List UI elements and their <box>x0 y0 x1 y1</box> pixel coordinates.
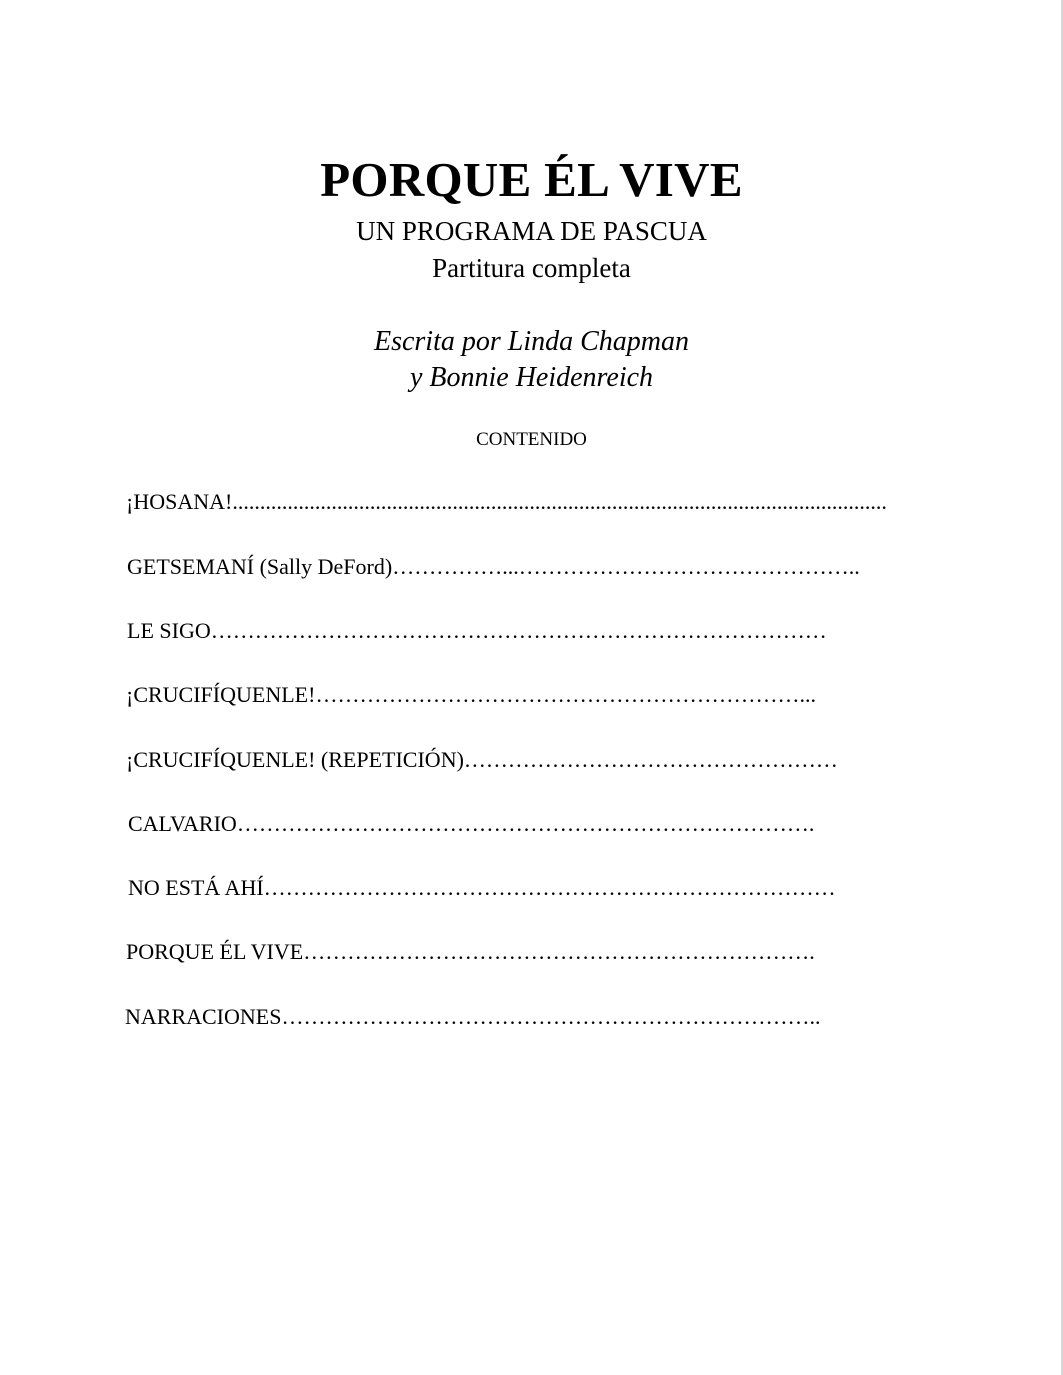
toc-item-leader: ……………………………………………………………….. <box>281 1004 821 1029</box>
toc-item-leader: …………………………………………… <box>463 747 838 772</box>
toc-item-label: LE SIGO <box>127 618 211 643</box>
toc-item-leader: ……………...……………………………………….. <box>392 554 860 579</box>
toc-item-label: NO ESTÁ AHÍ <box>128 875 264 900</box>
toc-item-porque-el-vive <box>126 937 937 967</box>
toc-item-label: ¡CRUCIFÍQUENLE! (REPETICIÓN) <box>126 747 464 772</box>
toc-item-crucifiquenle <box>126 680 937 710</box>
toc-item-leader: ……………………………………………………………………. <box>236 811 815 836</box>
toc-item-leader: ....................................................................................................................... <box>232 489 887 514</box>
toc-item-calvario <box>128 809 937 839</box>
toc-item-leader: …………………………………………………………………… <box>263 875 836 900</box>
toc-item-label: CALVARIO <box>128 811 237 836</box>
authors-line-2: y Bonnie Heidenreich <box>409 362 654 393</box>
toc-item-crucifiquenle-repeticion <box>126 745 937 775</box>
toc-item-getsemani <box>127 552 937 582</box>
toc-item-label: ¡CRUCIFÍQUENLE! <box>126 682 316 707</box>
toc-item-leader: ………………………………………………………………………… <box>210 618 827 643</box>
toc-item-label: GETSEMANÍ (Sally DeFord) <box>127 554 393 579</box>
toc-item-no-esta-ahi <box>128 873 937 903</box>
document-title: PORQUE ÉL VIVE <box>320 152 743 207</box>
document-subtitle: UN PROGRAMA DE PASCUA <box>356 216 707 246</box>
toc-item-label: PORQUE ÉL VIVE <box>126 939 304 964</box>
toc-item-hosana <box>126 487 937 517</box>
toc-item-narraciones <box>125 1002 937 1032</box>
toc-item-le-sigo <box>127 616 931 646</box>
contents-heading: CONTENIDO <box>476 429 587 450</box>
toc-item-label: NARRACIONES <box>125 1004 282 1029</box>
toc-item-leader: ……………………………………………………………. <box>303 939 815 964</box>
toc-item-leader: …………………………………………………………... <box>315 682 816 707</box>
document-subtitle-score: Partitura completa <box>432 253 631 283</box>
authors-line-1: Escrita por Linda Chapman <box>373 326 690 357</box>
toc-item-label: ¡HOSANA! <box>126 489 233 514</box>
